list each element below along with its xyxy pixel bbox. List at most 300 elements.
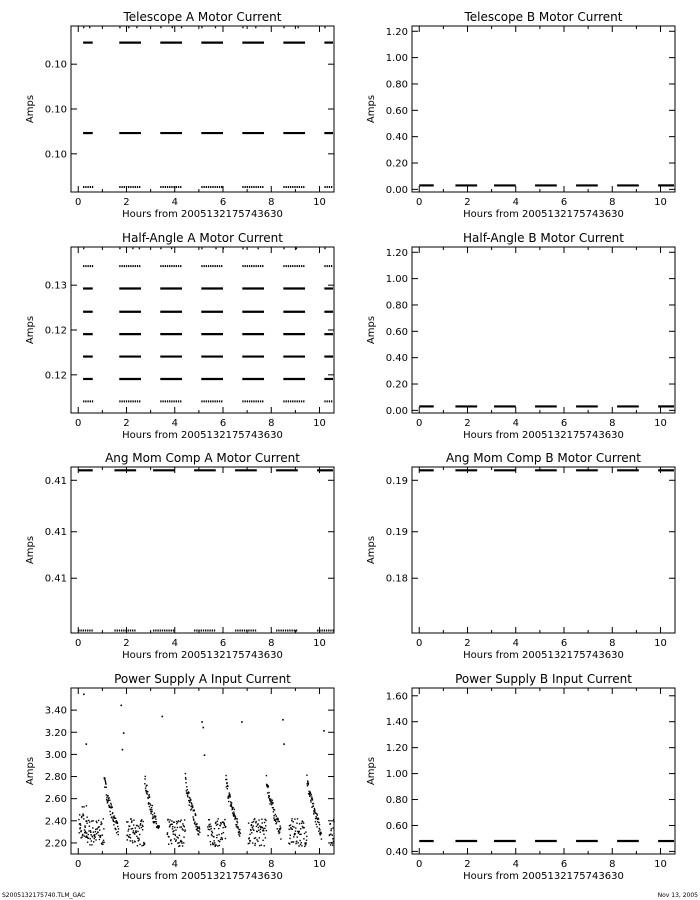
data-point — [231, 802, 232, 803]
data-point — [306, 840, 307, 841]
y-tick-label: 0.60 — [385, 820, 408, 832]
data-point — [332, 835, 333, 836]
data-point — [100, 835, 101, 836]
data-point — [252, 827, 253, 828]
data-point — [310, 800, 311, 801]
data-point — [295, 827, 296, 828]
data-point — [92, 827, 93, 828]
data-point — [174, 838, 175, 839]
data-point — [130, 837, 131, 838]
data-point — [185, 773, 186, 774]
data-point — [169, 819, 170, 820]
data-point — [215, 248, 216, 250]
data-point — [283, 743, 285, 745]
y-tick-label: 0.80 — [385, 300, 408, 312]
data-point — [108, 800, 109, 801]
data-point — [322, 630, 323, 632]
data-point — [94, 836, 95, 837]
data-point — [176, 839, 177, 840]
data-point — [194, 823, 195, 824]
plot-frame — [71, 467, 334, 633]
data-point — [241, 721, 243, 723]
data-point — [239, 835, 240, 836]
x-tick-label: 4 — [512, 638, 519, 649]
data-point — [128, 829, 129, 830]
data-point — [208, 186, 209, 188]
data-point — [299, 186, 300, 188]
data-point — [314, 809, 315, 810]
data-point — [171, 265, 172, 267]
data-point — [212, 265, 213, 267]
data-point — [92, 836, 93, 837]
data-point — [135, 827, 136, 828]
data-point — [211, 831, 212, 832]
data-point — [136, 832, 137, 833]
data-point — [311, 794, 312, 795]
data-point — [84, 835, 85, 836]
data-point — [184, 826, 185, 827]
chart-panel-ps-a — [25, 672, 335, 882]
data-point — [251, 832, 252, 833]
data-point — [203, 400, 204, 402]
data-point — [91, 630, 92, 632]
x-tick-label: 0 — [416, 197, 423, 208]
data-point — [173, 630, 174, 632]
data-point — [235, 818, 236, 819]
data-point — [331, 842, 332, 843]
data-point — [145, 776, 146, 777]
data-point — [174, 827, 175, 828]
data-point — [194, 630, 195, 632]
data-point — [143, 845, 144, 846]
data-point — [217, 265, 218, 267]
data-point — [141, 845, 142, 846]
plot-frame — [71, 247, 334, 413]
data-point — [294, 186, 295, 188]
data-point — [129, 834, 130, 835]
y-axis-label: Amps — [366, 94, 377, 124]
data-point — [220, 839, 221, 840]
data-point — [279, 825, 280, 826]
data-point — [85, 186, 86, 188]
data-point — [287, 630, 288, 632]
data-point — [256, 400, 257, 402]
data-point — [286, 265, 287, 267]
data-point — [106, 799, 107, 800]
data-point — [212, 400, 213, 402]
data-point — [253, 821, 254, 822]
data-point — [297, 818, 298, 819]
data-point — [251, 265, 252, 267]
data-point — [169, 821, 170, 822]
data-point — [307, 782, 308, 783]
data-point — [105, 780, 106, 781]
data-point — [275, 820, 276, 821]
data-point — [136, 836, 137, 837]
data-point — [232, 812, 233, 813]
data-point — [78, 819, 79, 820]
data-point — [194, 821, 195, 822]
data-point — [219, 841, 220, 842]
data-point — [81, 830, 82, 831]
data-point — [225, 838, 226, 839]
data-point — [78, 832, 79, 833]
data-point — [139, 265, 140, 267]
data-point — [299, 400, 300, 402]
data-point — [286, 186, 287, 188]
y-tick-label: 0.18 — [385, 573, 408, 585]
data-point — [201, 265, 202, 267]
data-point — [134, 833, 135, 834]
data-point — [181, 826, 182, 827]
data-point — [319, 630, 320, 632]
data-point — [153, 630, 154, 632]
data-point — [299, 840, 300, 841]
data-point — [301, 186, 302, 188]
data-point — [271, 804, 272, 805]
data-point — [223, 822, 224, 823]
data-point — [113, 824, 114, 825]
data-point — [180, 819, 181, 820]
data-point — [103, 828, 104, 829]
y-axis-label: Amps — [25, 94, 36, 124]
data-point — [112, 818, 113, 819]
data-point — [112, 807, 113, 808]
data-point — [102, 844, 103, 845]
data-point — [85, 743, 87, 745]
chart-title: Power Supply A Input Current — [114, 672, 291, 686]
data-point — [179, 845, 180, 846]
data-point — [290, 824, 291, 825]
plot-frame — [412, 26, 675, 192]
data-point — [288, 400, 289, 402]
data-point — [83, 27, 84, 29]
data-point — [211, 828, 212, 829]
data-point — [304, 833, 305, 834]
data-point — [108, 797, 109, 798]
x-tick-label: 10 — [313, 638, 326, 649]
data-point — [264, 828, 265, 829]
data-point — [288, 265, 289, 267]
data-point — [181, 841, 182, 842]
data-point — [254, 845, 255, 846]
data-point — [251, 824, 252, 825]
data-point — [242, 400, 243, 402]
data-point — [145, 787, 146, 788]
data-point — [193, 819, 194, 820]
y-tick-label: 2.40 — [44, 816, 67, 828]
data-point — [150, 809, 151, 810]
data-point — [176, 265, 177, 267]
data-point — [278, 630, 279, 632]
y-axis-label: Amps — [366, 756, 377, 786]
data-point — [131, 822, 132, 823]
data-point — [78, 630, 79, 632]
x-axis-label: Hours from 2005132175743630 — [122, 430, 283, 441]
data-point — [126, 265, 127, 267]
data-point — [255, 27, 256, 29]
data-point — [277, 820, 278, 821]
data-point — [262, 186, 263, 188]
data-point — [280, 630, 281, 632]
data-point — [288, 829, 289, 830]
data-point — [309, 794, 310, 795]
data-point — [110, 814, 111, 815]
data-point — [151, 807, 152, 808]
data-point — [324, 248, 325, 250]
data-point — [140, 823, 141, 824]
data-point — [305, 844, 306, 845]
x-tick-label: 0 — [416, 859, 423, 870]
data-point — [219, 265, 220, 267]
data-point — [220, 825, 221, 826]
data-point — [316, 818, 317, 819]
data-point — [111, 816, 112, 817]
x-axis-label: Hours from 2005132175743630 — [463, 209, 624, 220]
y-tick-label: 3.40 — [44, 705, 67, 717]
data-point — [249, 400, 250, 402]
data-point — [191, 803, 192, 804]
data-point — [92, 400, 93, 402]
data-point — [121, 630, 122, 632]
data-point — [219, 186, 220, 188]
data-point — [120, 705, 122, 707]
y-tick-label: 1.20 — [385, 26, 408, 38]
data-point — [302, 821, 303, 822]
data-point — [293, 826, 294, 827]
data-point — [268, 797, 269, 798]
data-point — [290, 827, 291, 828]
data-point — [176, 823, 177, 824]
data-point — [293, 841, 294, 842]
data-point — [264, 845, 265, 846]
data-point — [224, 825, 225, 826]
data-point — [152, 805, 153, 806]
data-point — [251, 822, 252, 823]
data-point — [101, 823, 102, 824]
data-point — [296, 841, 297, 842]
data-point — [118, 828, 119, 829]
data-point — [143, 821, 144, 822]
data-point — [106, 797, 107, 798]
data-point — [129, 840, 130, 841]
data-point — [90, 186, 91, 188]
data-point — [247, 186, 248, 188]
x-tick-label: 8 — [609, 418, 616, 429]
data-point — [297, 400, 298, 402]
data-point — [257, 823, 258, 824]
data-point — [283, 27, 284, 29]
data-point — [189, 802, 190, 803]
data-point — [256, 839, 257, 840]
data-point — [173, 833, 174, 834]
data-point — [323, 730, 325, 732]
y-tick-label: 3.20 — [44, 727, 67, 739]
data-point — [290, 400, 291, 402]
data-point — [234, 809, 235, 810]
data-point — [133, 820, 134, 821]
data-point — [283, 248, 284, 250]
data-point — [144, 783, 145, 784]
data-point — [250, 630, 251, 632]
data-point — [210, 186, 211, 188]
data-point — [178, 820, 179, 821]
data-point — [245, 400, 246, 402]
data-point — [237, 827, 238, 828]
x-axis-label: Hours from 2005132175743630 — [463, 650, 624, 661]
data-point — [233, 813, 234, 814]
data-point — [203, 630, 204, 632]
chart-title: Half-Angle A Motor Current — [122, 231, 283, 245]
data-point — [199, 832, 200, 833]
data-point — [105, 781, 106, 782]
data-point — [297, 186, 298, 188]
data-point — [237, 630, 238, 632]
data-point — [140, 821, 141, 822]
x-tick-label: 2 — [123, 859, 130, 870]
y-tick-label: 0.80 — [385, 79, 408, 91]
plot-frame — [412, 467, 675, 633]
chart-panel-tel-b — [366, 10, 675, 220]
x-tick-label: 0 — [75, 638, 82, 649]
data-point — [212, 832, 213, 833]
data-point — [239, 630, 240, 632]
data-point — [106, 787, 107, 788]
data-point — [159, 825, 160, 826]
data-point — [216, 837, 217, 838]
data-point — [126, 400, 127, 402]
data-point — [164, 630, 165, 632]
x-tick-label: 0 — [75, 197, 82, 208]
data-point — [86, 805, 87, 806]
data-point — [295, 830, 296, 831]
x-tick-label: 4 — [512, 859, 519, 870]
data-point — [248, 837, 249, 838]
data-point — [126, 186, 127, 188]
data-point — [221, 265, 222, 267]
data-point — [318, 818, 319, 819]
data-point — [261, 819, 262, 820]
data-point — [295, 833, 296, 834]
data-point — [237, 822, 238, 823]
data-point — [317, 814, 318, 815]
data-point — [94, 834, 95, 835]
data-point — [187, 795, 188, 796]
data-point — [262, 265, 263, 267]
y-tick-label: 0.10 — [44, 104, 67, 116]
data-point — [188, 800, 189, 801]
data-point — [147, 791, 148, 792]
data-point — [229, 792, 230, 793]
data-point — [92, 186, 93, 188]
data-point — [265, 820, 266, 821]
data-point — [249, 842, 250, 843]
data-point — [240, 832, 241, 833]
x-tick-label: 4 — [512, 197, 519, 208]
chart-title: Power Supply B Input Current — [455, 672, 632, 686]
data-point — [295, 843, 296, 844]
data-point — [160, 186, 161, 188]
data-point — [185, 829, 186, 830]
data-point — [292, 829, 293, 830]
data-point — [185, 782, 186, 783]
data-point — [85, 265, 86, 267]
y-tick-label: 1.00 — [385, 274, 408, 286]
data-point — [117, 630, 118, 632]
data-point — [186, 786, 187, 787]
data-point — [85, 831, 86, 832]
data-point — [121, 400, 122, 402]
data-point — [132, 400, 133, 402]
data-point — [266, 775, 267, 776]
data-point — [149, 806, 150, 807]
data-point — [148, 795, 149, 796]
data-point — [283, 186, 284, 188]
data-point — [169, 825, 170, 826]
data-point — [279, 821, 280, 822]
data-point — [263, 828, 264, 829]
data-point — [152, 814, 153, 815]
data-point — [87, 186, 88, 188]
data-point — [256, 186, 257, 188]
data-point — [330, 844, 331, 845]
data-point — [313, 813, 314, 814]
data-point — [291, 630, 292, 632]
data-point — [82, 834, 83, 835]
data-point — [327, 186, 328, 188]
data-point — [139, 844, 140, 845]
data-point — [86, 823, 87, 824]
data-point — [228, 796, 229, 797]
data-point — [198, 834, 199, 835]
data-point — [199, 828, 200, 829]
x-tick-label: 0 — [75, 418, 82, 429]
y-tick-label: 0.60 — [385, 105, 408, 117]
data-point — [132, 265, 133, 267]
data-point — [292, 821, 293, 822]
data-point — [147, 793, 148, 794]
x-tick-label: 2 — [123, 638, 130, 649]
x-tick-label: 10 — [654, 859, 667, 870]
data-point — [180, 821, 181, 822]
data-point — [167, 834, 168, 835]
data-point — [135, 400, 136, 402]
data-point — [186, 790, 187, 791]
data-point — [246, 630, 247, 632]
data-point — [232, 807, 233, 808]
x-tick-label: 2 — [123, 418, 130, 429]
data-point — [201, 27, 202, 29]
data-point — [198, 630, 199, 632]
data-point — [203, 727, 205, 729]
data-point — [162, 400, 163, 402]
data-point — [258, 186, 259, 188]
data-point — [124, 265, 125, 267]
data-point — [265, 837, 266, 838]
data-point — [280, 827, 281, 828]
data-point — [303, 265, 304, 267]
x-tick-label: 4 — [171, 418, 178, 429]
data-point — [178, 186, 179, 188]
data-point — [117, 823, 118, 824]
data-point — [306, 774, 307, 775]
data-point — [301, 400, 302, 402]
data-point — [312, 798, 313, 799]
data-point — [90, 834, 91, 835]
data-point — [249, 265, 250, 267]
data-point — [253, 400, 254, 402]
data-point — [265, 825, 266, 826]
